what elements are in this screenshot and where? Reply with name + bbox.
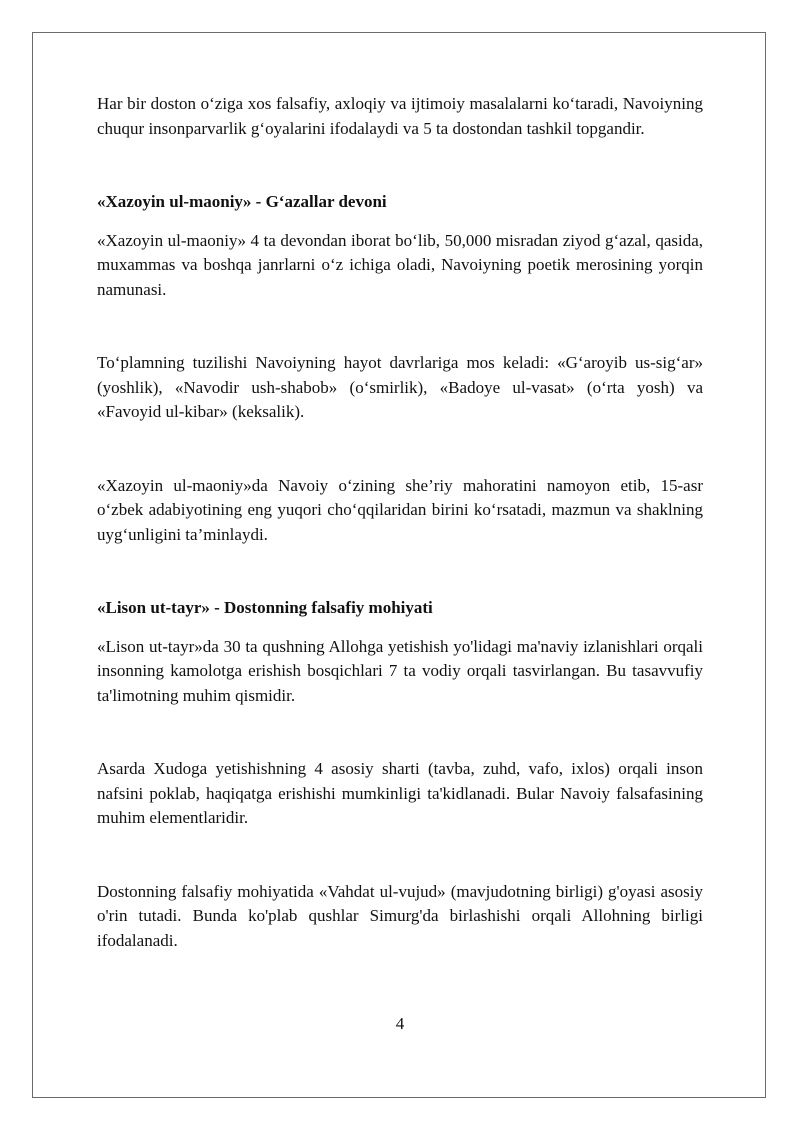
spacer bbox=[97, 302, 703, 351]
section-heading-xazoyin: «Xazoyin ul-maoniy» - G‘azallar devoni bbox=[97, 192, 387, 211]
paragraph: «Xazoyin ul-maoniy» 4 ta devondan iborat bo‘lib, 50,000 misradan ziyod g‘azal, qasida, muxammas va boshqa janrlarni o‘z ichiga oladi, Navoiyning poetik merosining yorqin namunasi. bbox=[97, 230, 703, 299]
document-body bbox=[97, 92, 703, 953]
spacer bbox=[97, 708, 703, 757]
spacer bbox=[97, 831, 703, 880]
paragraph: «Xazoyin ul-maoniy»da Navoiy o‘zining she’riy mahoratini namoyon etib, 15-asr o‘zbek adabiyotining eng yuqori cho‘qqilaridan birini ko‘rsatadi, mazmun va shaklning uyg‘unligini ta’minlaydi. bbox=[97, 475, 703, 544]
intro-paragraph: Har bir doston o‘ziga xos falsafiy, axloqiy va ijtimoiy masalalarni ko‘taradi, Navoiyning chuqur insonparvarlik g‘oyalarini ifodalaydi va 5 ta dostondan tashkil topgandir. bbox=[97, 94, 703, 138]
spacer bbox=[97, 621, 703, 635]
section-heading-lison: «Lison ut-tayr» - Dostonning falsafiy mohiyati bbox=[97, 598, 433, 617]
paragraph: Asarda Xudoga yetishishning 4 asosiy sharti (tavba, zuhd, vafo, ixlos) orqali inson nafsini poklab, haqiqatga erishishi mumkinligi ta'kidlanadi. Bular Navoiy falsafasining muhim elementlaridir. bbox=[97, 759, 703, 827]
spacer bbox=[97, 547, 703, 596]
spacer bbox=[97, 141, 703, 190]
paragraph: To‘plamning tuzilishi Navoiyning hayot davrlariga mos keladi: «G‘aroyib us-sig‘ar» (yoshlik), «Navodir ush-shabob» (o‘smirlik), «Badoye ul-vasat» (o‘rta yosh) va «Favoyid ul-kibar» (keksalik). bbox=[97, 353, 703, 421]
spacer bbox=[97, 215, 703, 229]
spacer bbox=[97, 425, 703, 474]
paragraph: Dostonning falsafiy mohiyatida «Vahdat ul-vujud» (mavjudotning birligi) g'oyasi asosiy o'rin tutadi. Bunda ko'plab qushlar Simurg'da birlashishi orqali Allohning birligi ifodalanadi. bbox=[97, 881, 703, 950]
paragraph: «Lison ut-tayr»da 30 ta qushning Allohga yetishish yo'lidagi ma'naviy izlanishlari orqali insonning kamolotga erishish bosqichlari 7 ta vodiy orqali tasvirlangan. Bu tasavvufiy ta'limotning muhim qismidir. bbox=[97, 636, 703, 705]
page-number: 4 bbox=[395, 1014, 405, 1033]
